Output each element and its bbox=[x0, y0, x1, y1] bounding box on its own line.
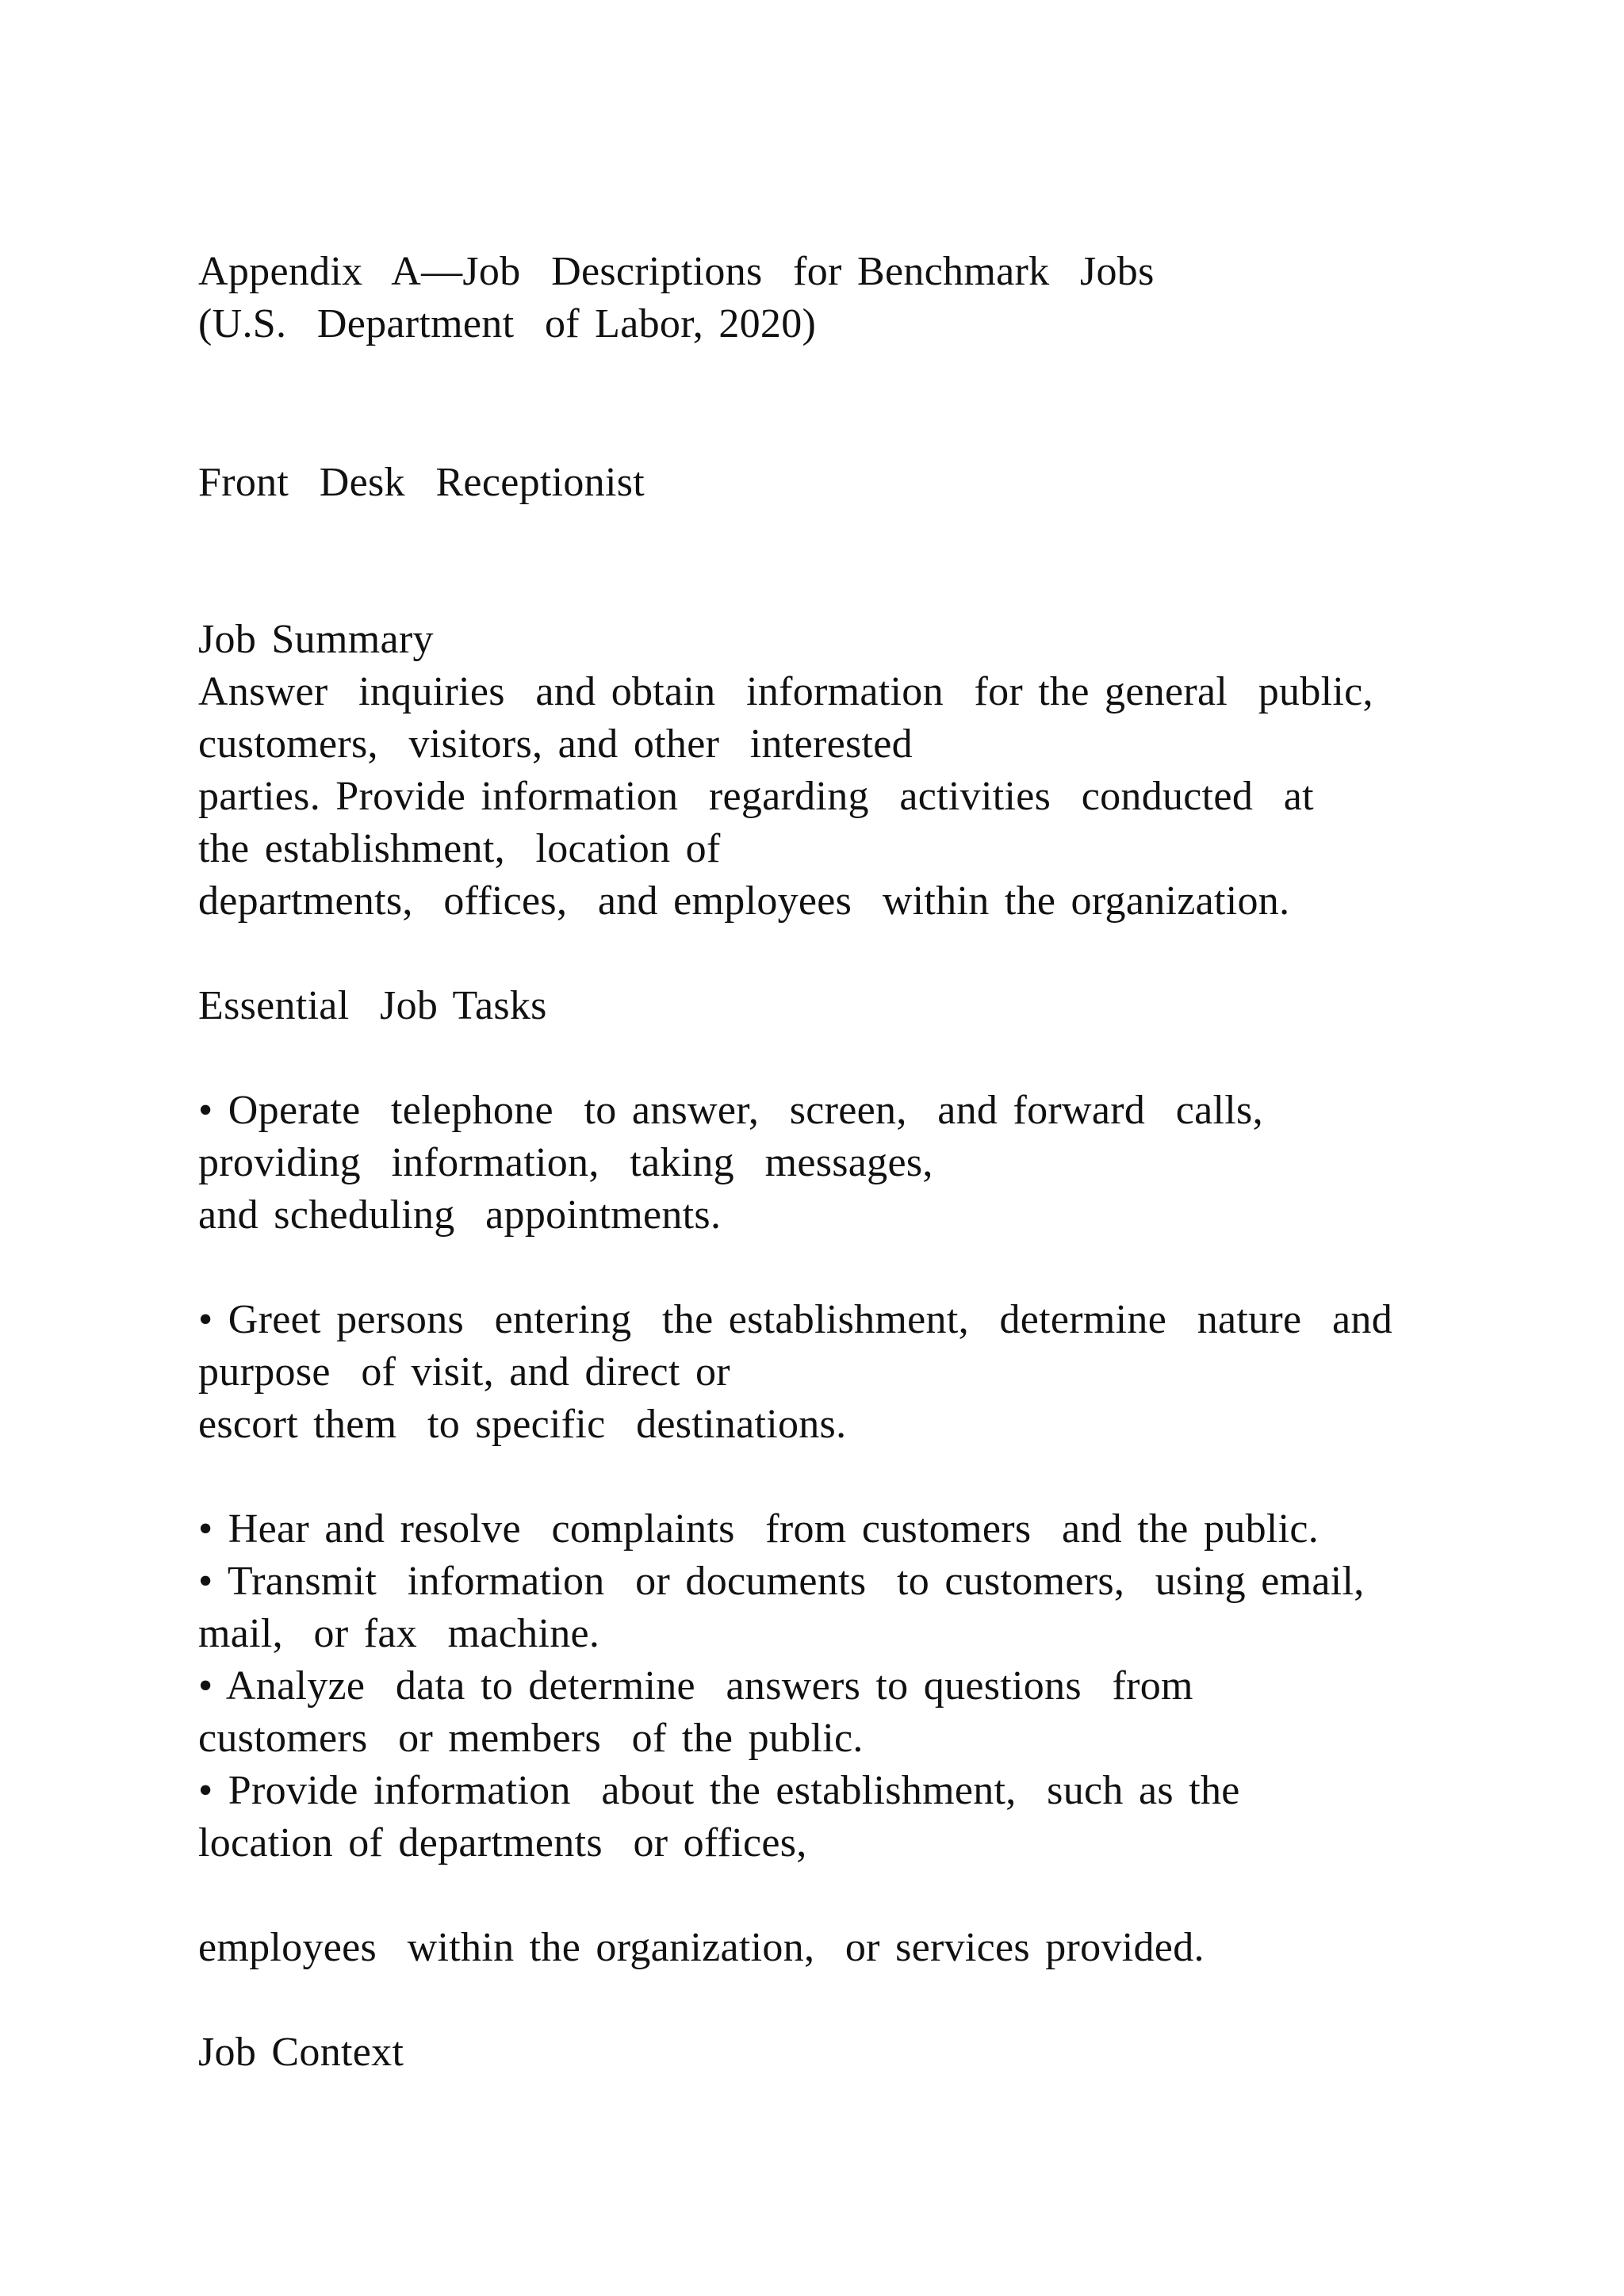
task-line: location of departments or offices, bbox=[198, 1820, 807, 1866]
task-line: purpose of visit, and direct or bbox=[198, 1349, 730, 1395]
summary-line: parties. Provide information regarding activities conducted at bbox=[198, 774, 1314, 819]
task-line: • Analyze data to determine answers to questions from bbox=[198, 1663, 1193, 1709]
task-line: • Operate telephone to answer, screen, and forward calls, bbox=[198, 1088, 1263, 1133]
task-line: • Hear and resolve complaints from customers and the public. bbox=[198, 1506, 1320, 1552]
essential-tasks-heading: Essential Job Tasks bbox=[198, 983, 547, 1028]
task-line: providing information, taking messages, bbox=[198, 1140, 933, 1185]
job-summary-heading: Job Summary bbox=[198, 617, 434, 662]
summary-line: the establishment, location of bbox=[198, 826, 721, 871]
task-line: escort them to specific destinations. bbox=[198, 1402, 847, 1447]
summary-line: departments, offices, and employees within the organization. bbox=[198, 878, 1290, 924]
job-title-heading: Front Desk Receptionist bbox=[198, 460, 645, 505]
task-line: customers or members of the public. bbox=[198, 1716, 864, 1761]
appendix-title-line-1: Appendix A—Job Descriptions for Benchmark Jobs bbox=[198, 249, 1155, 294]
task-line: • Greet persons entering the establishment, determine nature and bbox=[198, 1297, 1392, 1342]
appendix-title-line-2: (U.S. Department of Labor, 2020) bbox=[198, 301, 817, 346]
task-line: • Transmit information or documents to customers, using email, bbox=[198, 1559, 1365, 1604]
task-continuation-line: employees within the organization, or services provided. bbox=[198, 1925, 1205, 1970]
task-line: and scheduling appointments. bbox=[198, 1192, 722, 1238]
job-context-heading: Job Context bbox=[198, 2030, 404, 2075]
task-line: mail, or fax machine. bbox=[198, 1611, 600, 1656]
summary-line: Answer inquiries and obtain information for the general public, bbox=[198, 669, 1373, 714]
summary-line: customers, visitors, and other interested bbox=[198, 721, 913, 767]
task-line: • Provide information about the establishment, such as the bbox=[198, 1768, 1240, 1813]
